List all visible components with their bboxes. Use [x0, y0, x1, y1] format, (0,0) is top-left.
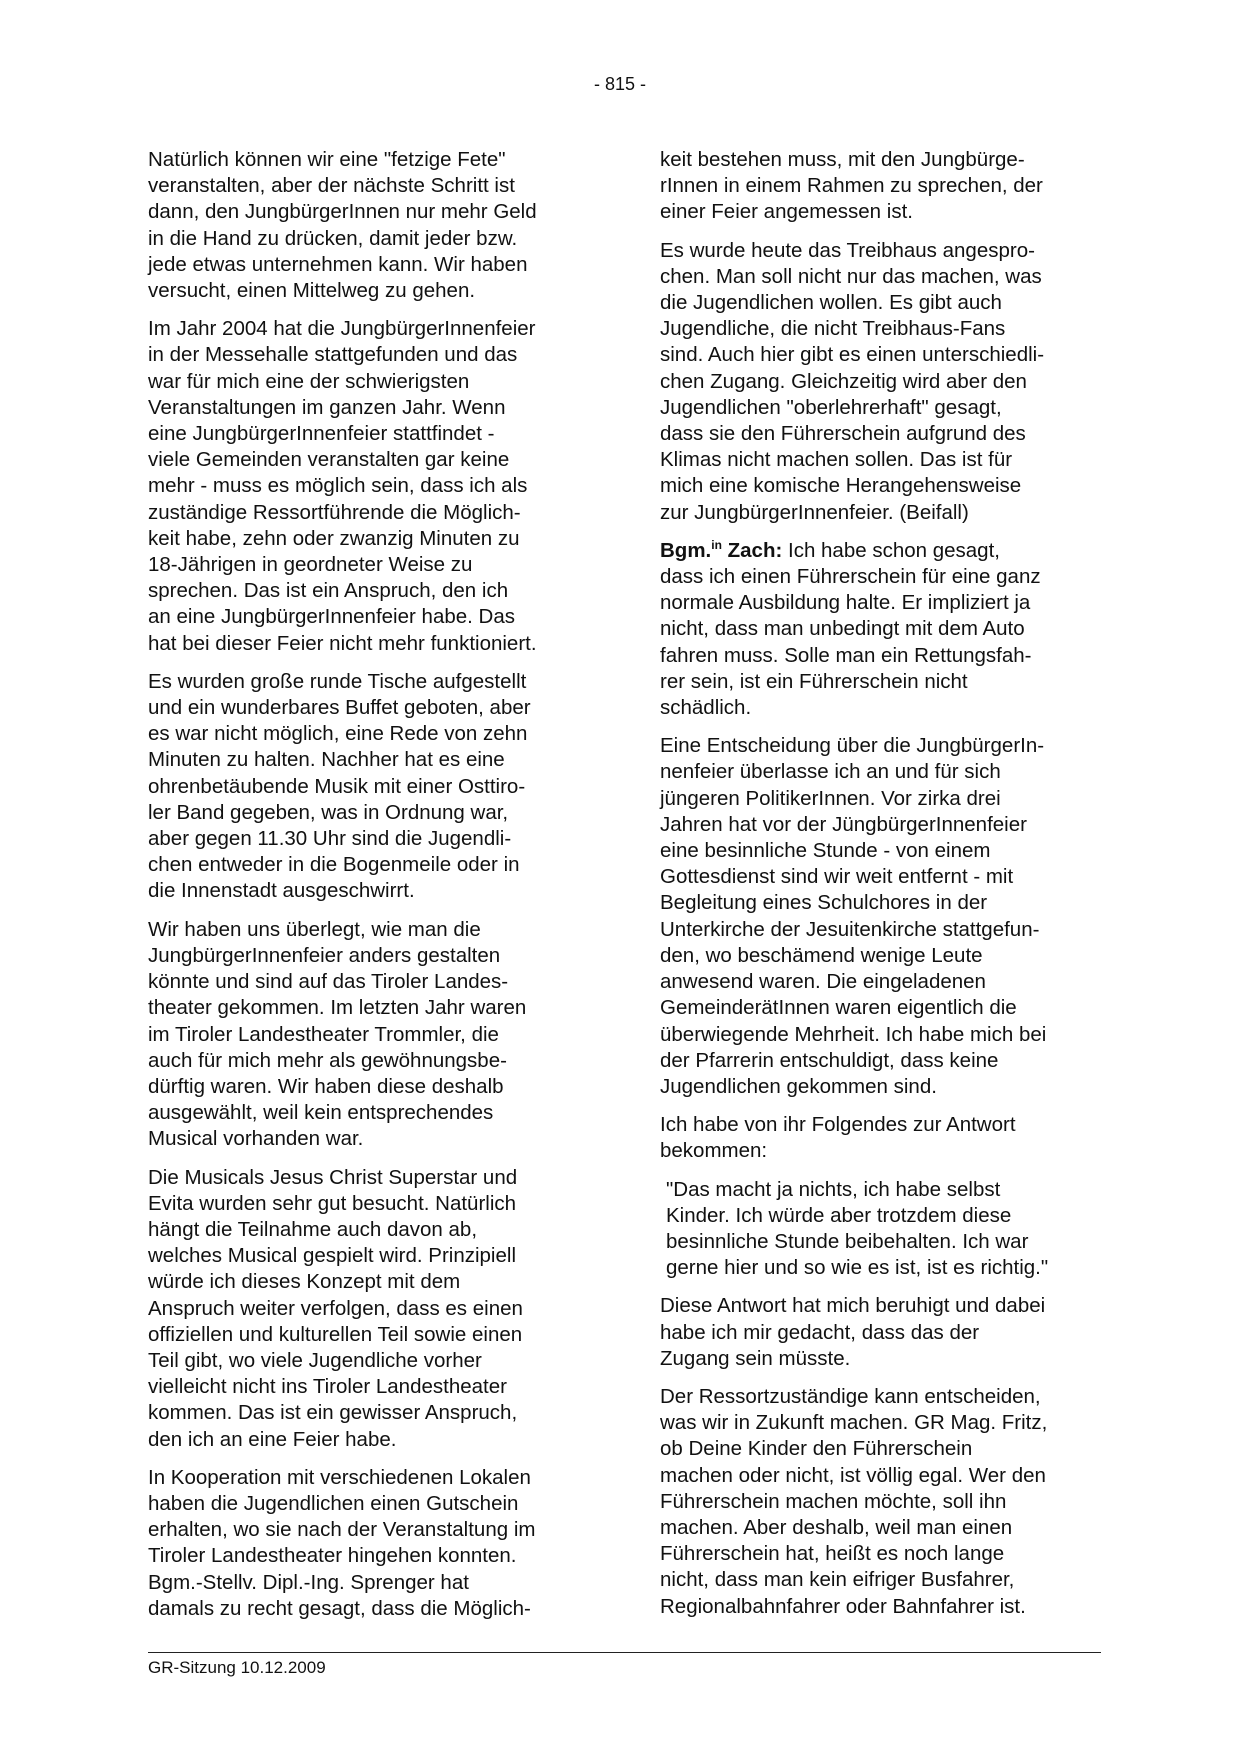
- text-line: In Kooperation mit verschiedenen Lokalen: [148, 1465, 531, 1489]
- text-line: habe ich mir gedacht, dass das der: [660, 1320, 980, 1344]
- speaker-prefix: Bgm.: [660, 538, 712, 562]
- text-line: Natürlich können wir eine "fetzige Fete": [148, 148, 506, 171]
- text-line: erhalten, wo sie nach der Veranstaltung im: [148, 1518, 536, 1542]
- text-line: keit bestehen muss, mit den Jungbürge-: [660, 148, 1025, 171]
- text-line: besinnliche Stunde beibehalten. Ich war: [666, 1229, 1029, 1253]
- footer-rule: [148, 1652, 1101, 1653]
- text-line: Jugendlichen gekommen sind.: [660, 1074, 937, 1098]
- text-line: Zugang sein müsste.: [660, 1346, 851, 1370]
- text-line: Ich habe von ihr Folgendes zur Antwort: [660, 1113, 1016, 1137]
- text-line: Jugendlichen "oberlehrerhaft" gesagt,: [660, 395, 1002, 419]
- text-line: Unterkirche der Jesuitenkirche stattgefun-: [660, 917, 1040, 941]
- text-line: schädlich.: [660, 696, 752, 720]
- text-line: bekommen:: [660, 1139, 768, 1163]
- text-line: fahren muss. Solle man ein Rettungsfah-: [660, 643, 1032, 667]
- text-line: Evita wurden sehr gut besucht. Natürlich: [148, 1191, 517, 1215]
- text-line: in der Messehalle stattgefunden und das: [148, 343, 518, 367]
- text-line: Im Jahr 2004 hat die JungbürgerInnenfeier: [148, 317, 536, 341]
- text-line: ausgewählt, weil kein entsprechendes: [148, 1101, 494, 1125]
- text-line: anwesend waren. Die eingeladenen: [660, 970, 986, 994]
- speaker-superscript: in: [711, 537, 722, 552]
- text-line: Wir haben uns überlegt, wie man die: [148, 917, 481, 941]
- text-line: keit habe, zehn oder zwanzig Minuten zu: [148, 526, 520, 550]
- text-line: GemeinderätInnen waren eigentlich die: [660, 996, 1017, 1020]
- text-line: damals zu recht gesagt, dass die Möglich-: [148, 1596, 531, 1620]
- text-line: vielleicht nicht ins Tiroler Landestheater: [148, 1375, 507, 1399]
- text-line: Es wurde heute das Treibhaus angespro-: [660, 238, 1035, 262]
- text-line: Veranstaltungen im ganzen Jahr. Wenn: [148, 395, 506, 419]
- text-line: an eine JungbürgerInnenfeier habe. Das: [148, 605, 515, 629]
- paragraph: [148, 1465, 598, 1622]
- quote-paragraph: [660, 1177, 1100, 1282]
- text-line: Musical vorhanden war.: [148, 1127, 364, 1151]
- text-line: versucht, einen Mittelweg zu gehen.: [148, 279, 476, 303]
- text-line: den, wo beschämend wenige Leute: [660, 943, 983, 967]
- text-line: Regionalbahnfahrer oder Bahnfahrer ist.: [660, 1594, 1026, 1618]
- text-line: dass ich einen Führerschein für eine ganz: [660, 565, 1041, 589]
- speaker-text: [660, 565, 1041, 719]
- text-line: "Das macht ja nichts, ich habe selbst: [666, 1177, 1001, 1201]
- text-line: offiziellen und kulturellen Teil sowie einen: [148, 1322, 523, 1346]
- text-line: Klimas nicht machen sollen. Das ist für: [660, 448, 1013, 472]
- text-line: Minuten zu halten. Nachher hat es eine: [148, 748, 505, 772]
- text-line: Gottesdienst sind wir weit entfernt - mit: [660, 865, 1014, 889]
- text-line: veranstalten, aber der nächste Schritt ist: [148, 174, 515, 198]
- text-line: machen oder nicht, ist völlig egal. Wer den: [660, 1463, 1046, 1487]
- paragraph: [660, 147, 1100, 226]
- text-line: haben die Jugendlichen einen Gutschein: [148, 1491, 519, 1515]
- text-line: eine JungbürgerInnenfeier stattfindet -: [148, 422, 495, 446]
- page-number: - 815 -: [593, 74, 647, 94]
- text-line: 18-Jährigen in geordneter Weise zu: [148, 553, 473, 577]
- text-line: Es wurden große runde Tische aufgestellt: [148, 669, 527, 693]
- text-line: zur JungbürgerInnenfeier. (Beifall): [660, 500, 969, 524]
- left-column: [148, 147, 598, 1634]
- text-line: Teil gibt, wo viele Jugendliche vorher: [148, 1348, 482, 1372]
- text-line: überwiegende Mehrheit. Ich habe mich bei: [660, 1022, 1047, 1046]
- right-column: [660, 147, 1100, 1632]
- text-line: was wir in Zukunft machen. GR Mag. Fritz,: [660, 1411, 1048, 1435]
- text-line: und ein wunderbares Buffet geboten, aber: [148, 696, 531, 720]
- text-line: ler Band gegeben, was in Ordnung war,: [148, 800, 509, 824]
- text-line: ohrenbetäubende Musik mit einer Osttiro-: [148, 774, 526, 798]
- speaker-name: [660, 539, 782, 562]
- text-line: Führerschein machen möchte, soll ihn: [660, 1489, 1007, 1513]
- text-line: Tiroler Landestheater hingehen konnten.: [148, 1544, 517, 1568]
- text-line: Jahren hat vor der JüngbürgerInnenfeier: [660, 812, 1027, 836]
- text-line: machen. Aber deshalb, weil man einen: [660, 1515, 1013, 1539]
- text-line: ob Deine Kinder den Führerschein: [660, 1437, 973, 1461]
- text-line: der Pfarrerin entschuldigt, dass keine: [660, 1048, 999, 1072]
- text-line: Bgm.-Stellv. Dipl.-Ing. Sprenger hat: [148, 1570, 469, 1594]
- text-line: kommen. Das ist ein gewisser Anspruch,: [148, 1401, 518, 1425]
- text-line: gerne hier und so wie es ist, ist es richtig.": [666, 1256, 1049, 1280]
- text-line: Jugendliche, die nicht Treibhaus-Fans: [660, 317, 1006, 341]
- paragraph: [148, 147, 598, 304]
- text-line: dürftig waren. Wir haben diese deshalb: [148, 1074, 504, 1098]
- text-line: sprechen. Das ist ein Anspruch, den ich: [148, 579, 509, 603]
- text-line: die Jugendlichen wollen. Es gibt auch: [660, 291, 1002, 315]
- paragraph: [660, 1293, 1100, 1372]
- footer-session: GR-Sitzung 10.12.2009: [148, 1658, 326, 1677]
- text-line: einer Feier angemessen ist.: [660, 200, 913, 224]
- text-line: mehr - muss es möglich sein, dass ich als: [148, 474, 528, 498]
- text-line: mich eine komische Herangehensweise: [660, 474, 1022, 498]
- speaker-first-line: Ich habe schon gesagt,: [782, 538, 1000, 562]
- text-line: in die Hand zu drücken, damit jeder bzw.: [148, 226, 518, 250]
- text-line: den ich an eine Feier habe.: [148, 1427, 397, 1451]
- text-line: viele Gemeinden veranstalten gar keine: [148, 448, 510, 472]
- text-line: die Innenstadt ausgeschwirrt.: [148, 879, 415, 903]
- text-line: Anspruch weiter verfolgen, dass es einen: [148, 1296, 523, 1320]
- text-line: Diese Antwort hat mich beruhigt und dabei: [660, 1294, 1046, 1318]
- text-line: aber gegen 11.30 Uhr sind die Jugendli-: [148, 827, 512, 851]
- text-line: rer sein, ist ein Führerschein nicht: [660, 669, 968, 693]
- text-line: welches Musical gespielt wird. Prinzipiell: [148, 1244, 516, 1268]
- paragraph: [660, 1384, 1100, 1620]
- text-line: im Tiroler Landestheater Trommler, die: [148, 1022, 499, 1046]
- text-line: jüngeren PolitikerInnen. Vor zirka drei: [660, 786, 1001, 810]
- text-line: nenfeier überlasse ich an und für sich: [660, 760, 1001, 784]
- text-line: theater gekommen. Im letzten Jahr waren: [148, 996, 527, 1020]
- paragraph: [148, 316, 598, 657]
- text-line: Eine Entscheidung über die JungbürgerIn-: [660, 734, 1045, 758]
- text-line: es war nicht möglich, eine Rede von zehn: [148, 722, 528, 746]
- text-line: chen. Man soll nicht nur das machen, was: [660, 264, 1042, 288]
- text-line: Kinder. Ich würde aber trotzdem diese: [666, 1203, 1012, 1227]
- text-line: normale Ausbildung halte. Er impliziert ja: [660, 591, 1031, 615]
- text-line: könnte und sind auf das Tiroler Landes-: [148, 970, 509, 994]
- text-line: auch für mich mehr als gewöhnungsbe-: [148, 1048, 507, 1072]
- paragraph: [148, 1165, 598, 1453]
- text-line: rInnen in einem Rahmen zu sprechen, der: [660, 174, 1043, 198]
- text-line: eine besinnliche Stunde - von einem: [660, 839, 991, 863]
- text-line: zuständige Ressortführende die Möglich-: [148, 500, 521, 524]
- text-line: Führerschein hat, heißt es noch lange: [660, 1542, 1005, 1566]
- text-line: nicht, dass man unbedingt mit dem Auto: [660, 617, 1025, 641]
- text-line: chen entweder in die Bogenmeile oder in: [148, 853, 520, 877]
- text-line: chen Zugang. Gleichzeitig wird aber den: [660, 369, 1027, 393]
- text-line: dass sie den Führerschein aufgrund des: [660, 422, 1026, 446]
- text-line: Die Musicals Jesus Christ Superstar und: [148, 1165, 518, 1189]
- text-line: dann, den JungbürgerInnen nur mehr Geld: [148, 200, 537, 224]
- text-line: sind. Auch hier gibt es einen unterschiedli-: [660, 343, 1045, 367]
- text-line: JungbürgerInnenfeier anders gestalten: [148, 943, 501, 967]
- speaker-surname: Zach:: [721, 538, 783, 562]
- paragraph: [148, 917, 598, 1153]
- paragraph: [660, 1112, 1100, 1164]
- text-line: war für mich eine der schwierigsten: [148, 369, 470, 393]
- text-line: Begleitung eines Schulchores in der: [660, 891, 988, 915]
- text-line: jede etwas unternehmen kann. Wir haben: [148, 252, 528, 276]
- text-line: hat bei dieser Feier nicht mehr funktioniert.: [148, 631, 537, 655]
- paragraph: [660, 238, 1100, 526]
- text-line: würde ich dieses Konzept mit dem: [148, 1270, 461, 1294]
- speaker-paragraph: [660, 538, 1100, 721]
- paragraph: [148, 669, 598, 905]
- paragraph: [660, 733, 1100, 1100]
- text-line: nicht, dass man kein eifriger Busfahrer,: [660, 1568, 1015, 1592]
- text-line: hängt die Teilnahme auch davon ab,: [148, 1217, 478, 1241]
- text-line: Der Ressortzuständige kann entscheiden,: [660, 1384, 1041, 1408]
